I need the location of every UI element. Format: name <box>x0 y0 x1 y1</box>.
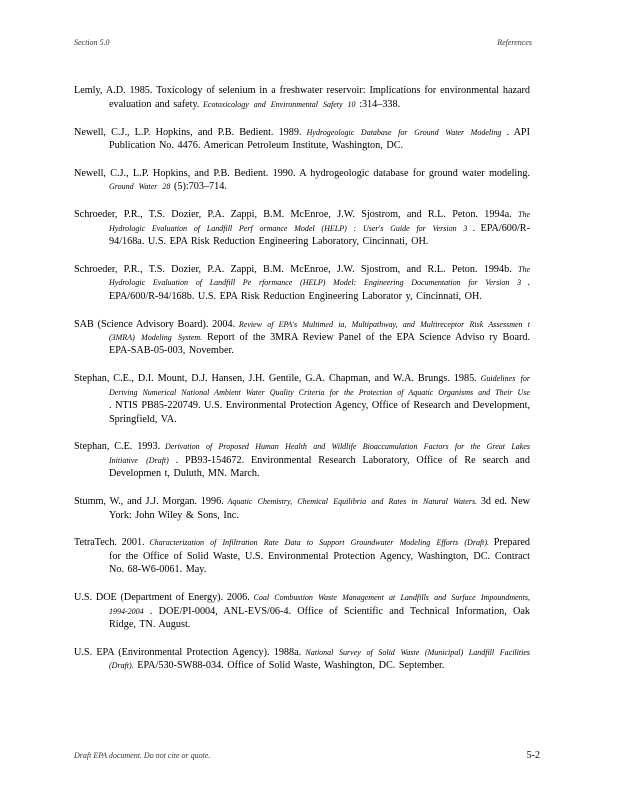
reference-item: Newell, C.J., L.P. Hopkins, and P.B. Bedient. 1990. A hydrogeologic database for ground water modeling. Ground Water 28 (5):703–714. <box>74 167 530 193</box>
reference-item: Stumm, W., and J.J. Morgan. 1996. Aquatic Chemistry, Chemical Equilibria and Rates in Natural Waters. 3d ed. New York: John Wiley & Sons, Inc. <box>74 496 530 521</box>
page-header <box>74 38 532 47</box>
header-title: References <box>497 38 532 47</box>
reference-list <box>74 74 530 687</box>
reference-item: Schroeder, P.R., T.S. Dozier, P.A. Zappi, B.M. McEnroe, J.W. Sjostrom, and R.L. Peton. 1994b. The Hydrologic Evaluation of Landfill Pe rformance (HELP) Model: Engineering Documentation for Version 3 . EPA/600/R-94/168b. U.S. EPA Risk Reduction Engineering Laborator y, Cincinnati, OH. <box>74 263 530 302</box>
reference-item: Lemly, A.D. 1985. Toxicology of selenium in a freshwater reservoir: Implications for environmental hazard evaluation and safety. Ecotoxicology and Environmental Safety 10 :314–338. <box>74 85 530 110</box>
section-label: Section 5.0 <box>74 38 110 47</box>
reference-item: Newell, C.J., L.P. Hopkins, and P.B. Bedient. 1989. Hydrogeologic Database for Ground Water Modeling . API Publication No. 4476. American Petroleum Institute, Washington, DC. <box>74 126 530 151</box>
reference-item: Schroeder, P.R., T.S. Dozier, P.A. Zappi, B.M. McEnroe, J.W. Sjostrom, and R.L. Peton. 1994a. The Hydrologic Evaluation of Landfill Perf ormance Model (HELP) : User's Guide for Version 3 . EPA/600/R-94/168a. U.S. EPA Risk Reduction Engineering Laboratory, Cincinnati, OH. <box>74 209 530 247</box>
reference-item: TetraTech. 2001. Characterization of Infiltration Rate Data to Support Groundwater Modeling Efforts (Draft). Prepared for the Office of Solid Waste, U.S. Environmental Protection Agency, Washington, DC. Contract No. 68-W6-0061. May. <box>74 537 530 576</box>
reference-item: Stephan, C.E. 1993. Derivation of Proposed Human Health and Wildlife Bioaccumulation Factors for the Great Lakes Initiative (Draft) . PB93-154672. Environmental Research Laboratory, Office of Re search and Developmen t, Duluth, MN. March. <box>74 441 531 480</box>
reference-item: U.S. DOE (Department of Energy). 2006. Coal Combustion Waste Management at Landfills and Surface Impoundments, 1994-2004 . DOE/PI-0004, ANL-EVS/06-4. Office of Scientific and Technical Information, Oak Ridge, TN. August. <box>74 592 530 630</box>
reference-item: Stephan, C.E., D.I. Mount, D.J. Hansen, J.H. Gentile, G.A. Chapman, and W.A. Brungs. 1985. Guidelines for Deriving Numerical National Ambient Water Quality Criteria for the Protection of Aquatic Organisms and Their Use . NTIS PB85-220749. U.S. Environmental Protection Agency, Office of Research and Development, Springfield, VA. <box>74 373 530 425</box>
page-number: 5-2 <box>526 750 540 761</box>
reference-item: SAB (Science Advisory Board). 2004. Review of EPA's Multimed ia, Multipathway, and Multireceptor Risk Assessmen t (3MRA) Modeling System. Report of the 3MRA Review Panel of the EPA Science Adviso ry Board. EPA-SAB-05-003, November. <box>74 318 531 357</box>
page-footer <box>74 750 540 761</box>
reference-item: U.S. EPA (Environmental Protection Agency). 1988a. National Survey of Solid Waste (Municipal) Landfill Facilities (Draft). EPA/530-SW88-034. Office of Solid Waste, Washington, DC. September. <box>74 646 530 672</box>
draft-notice: Draft EPA document. Do not cite or quote. <box>74 751 211 760</box>
